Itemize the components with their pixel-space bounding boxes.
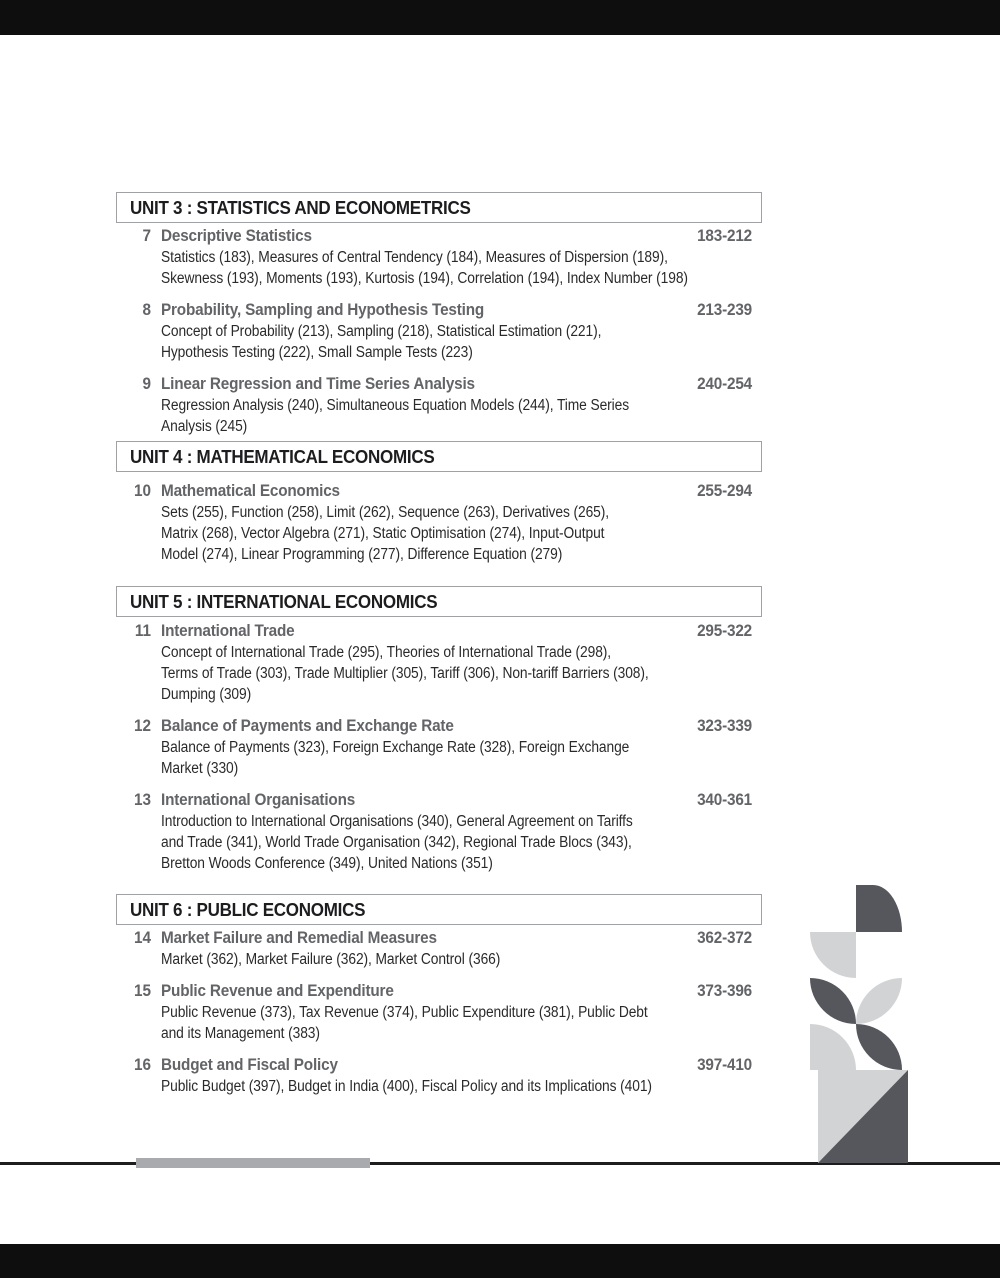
- logo-quarter-disc-upper: [810, 932, 856, 978]
- chapter-row: [116, 480, 762, 501]
- chapter-row: [116, 980, 762, 1001]
- chapter-topics: [161, 1002, 762, 1044]
- chapter-entry: [116, 1054, 762, 1097]
- chapter-number: 8: [142, 300, 151, 319]
- unit-header-label: UNIT 5 : INTERNATIONAL ECONOMICS: [130, 590, 438, 612]
- chapter-page-range: 183-212: [697, 226, 752, 245]
- chapter-entry: [116, 715, 762, 779]
- chapter-title: International Trade: [161, 621, 295, 640]
- chapter-title: Public Revenue and Expenditure: [161, 981, 394, 1000]
- chapter-number: 10: [133, 481, 151, 500]
- chapter-topics: [161, 395, 762, 437]
- chapter-page-range: 213-239: [697, 300, 752, 319]
- chapter-entry: [116, 620, 762, 705]
- chapter-number: 16: [133, 1055, 151, 1074]
- chapter-number: 13: [133, 790, 151, 809]
- plant-motif-logo: [810, 885, 910, 1163]
- chapter-row: [116, 225, 762, 246]
- topic-line: Model (274), Linear Programming (277), Difference Equation (279): [161, 546, 563, 563]
- chapter-entry: [116, 373, 762, 437]
- chapter-entry: [116, 480, 762, 565]
- topic-line: Sets (255), Function (258), Limit (262), Sequence (263), Derivatives (265),: [161, 504, 610, 521]
- logo-quarter-disc-lower: [810, 1024, 856, 1070]
- unit-header: [116, 894, 762, 925]
- topic-line: Statistics (183), Measures of Central Tendency (184), Measures of Dispersion (189),: [161, 249, 668, 266]
- footer-gray-bar: [136, 1158, 370, 1168]
- chapter-number: 14: [133, 928, 151, 947]
- chapter-entry: [116, 980, 762, 1044]
- chapter-row: [116, 927, 762, 948]
- topic-line: Skewness (193), Moments (193), Kurtosis (194), Correlation (194), Index Number (198): [161, 270, 688, 287]
- chapter-row: [116, 299, 762, 320]
- chapter-title: Market Failure and Remedial Measures: [161, 928, 437, 947]
- chapter-number: 12: [133, 716, 151, 735]
- topic-line: Terms of Trade (303), Trade Multiplier (305), Tariff (306), Non-tariff Barriers (308),: [161, 665, 649, 682]
- topic-line: Concept of Probability (213), Sampling (218), Statistical Estimation (221),: [161, 323, 602, 340]
- chapter-title: Probability, Sampling and Hypothesis Testing: [161, 300, 485, 319]
- chapter-page-range: 255-294: [697, 481, 752, 500]
- chapter-title: International Organisations: [161, 790, 356, 809]
- unit-section: [116, 894, 762, 1097]
- chapter-entry: [116, 927, 762, 970]
- topic-line: Introduction to International Organisations (340), General Agreement on Tariffs: [161, 813, 633, 830]
- chapter-row: [116, 715, 762, 736]
- chapter-title: Mathematical Economics: [161, 481, 340, 500]
- logo-top-round-tile: [856, 885, 902, 932]
- topic-line: Analysis (245): [161, 418, 248, 435]
- top-edge-bar: [0, 0, 1000, 35]
- chapter-topics: [161, 502, 762, 565]
- topic-line: Balance of Payments (323), Foreign Exchange Rate (328), Foreign Exchange: [161, 739, 630, 756]
- chapter-title: Balance of Payments and Exchange Rate: [161, 716, 454, 735]
- chapter-entry: [116, 299, 762, 363]
- unit-header: [116, 192, 762, 223]
- chapter-page-range: 240-254: [697, 374, 752, 393]
- topic-line: Dumping (309): [161, 686, 252, 703]
- chapter-page-range: 295-322: [697, 621, 752, 640]
- unit-header-label: UNIT 6 : PUBLIC ECONOMICS: [130, 898, 366, 920]
- chapter-topics: [161, 1076, 762, 1097]
- unit-section: [116, 192, 762, 437]
- chapter-number: 9: [142, 374, 151, 393]
- chapter-topics: [161, 811, 762, 874]
- unit-header-label: UNIT 4 : MATHEMATICAL ECONOMICS: [130, 445, 435, 467]
- unit-header-label: UNIT 3 : STATISTICS AND ECONOMETRICS: [130, 196, 471, 218]
- chapter-row: [116, 1054, 762, 1075]
- chapter-number: 15: [133, 981, 151, 1000]
- chapter-row: [116, 373, 762, 394]
- chapter-row: [116, 789, 762, 810]
- unit-section: [116, 586, 762, 874]
- unit-header: [116, 586, 762, 617]
- chapter-title: Descriptive Statistics: [161, 226, 312, 245]
- unit-section: [116, 441, 762, 565]
- chapter-topics: [161, 737, 762, 779]
- chapter-page-range: 323-339: [697, 716, 752, 735]
- unit-header: [116, 441, 762, 472]
- chapter-topics: [161, 949, 762, 970]
- chapter-page-range: 340-361: [697, 790, 752, 809]
- chapter-page-range: 373-396: [697, 981, 752, 1000]
- chapter-title: Budget and Fiscal Policy: [161, 1055, 338, 1074]
- topic-line: Public Revenue (373), Tax Revenue (374), Public Expenditure (381), Public Debt: [161, 1004, 648, 1021]
- chapter-topics: [161, 642, 762, 705]
- topic-line: and Trade (341), World Trade Organisation (342), Regional Trade Blocs (343),: [161, 834, 632, 851]
- topic-line: Bretton Woods Conference (349), United Nations (351): [161, 855, 493, 872]
- chapter-entry: [116, 789, 762, 874]
- topic-line: Hypothesis Testing (222), Small Sample Tests (223): [161, 344, 473, 361]
- chapter-number: 7: [142, 226, 151, 245]
- topic-line: Regression Analysis (240), Simultaneous Equation Models (244), Time Series: [161, 397, 630, 414]
- logo-leaf-dark-lower: [856, 1024, 902, 1070]
- chapter-row: [116, 620, 762, 641]
- topic-line: Market (330): [161, 760, 239, 777]
- topic-line: Market (362), Market Failure (362), Market Control (366): [161, 951, 501, 968]
- chapter-title: Linear Regression and Time Series Analysis: [161, 374, 475, 393]
- chapter-number: 11: [134, 621, 151, 640]
- chapter-page-range: 397-410: [697, 1055, 752, 1074]
- chapter-topics: [161, 247, 762, 289]
- topic-line: Matrix (268), Vector Algebra (271), Static Optimisation (274), Input-Output: [161, 525, 605, 542]
- logo-leaf-light-right: [856, 978, 902, 1024]
- chapter-topics: [161, 321, 762, 363]
- bottom-edge-bar: [0, 1244, 1000, 1278]
- topic-line: Public Budget (397), Budget in India (400), Fiscal Policy and its Implications (401): [161, 1078, 652, 1095]
- topic-line: and its Management (383): [161, 1025, 320, 1042]
- topic-line: Concept of International Trade (295), Theories of International Trade (298),: [161, 644, 612, 661]
- chapter-entry: [116, 225, 762, 289]
- logo-leaf-dark-left: [810, 978, 856, 1024]
- chapter-page-range: 362-372: [697, 928, 752, 947]
